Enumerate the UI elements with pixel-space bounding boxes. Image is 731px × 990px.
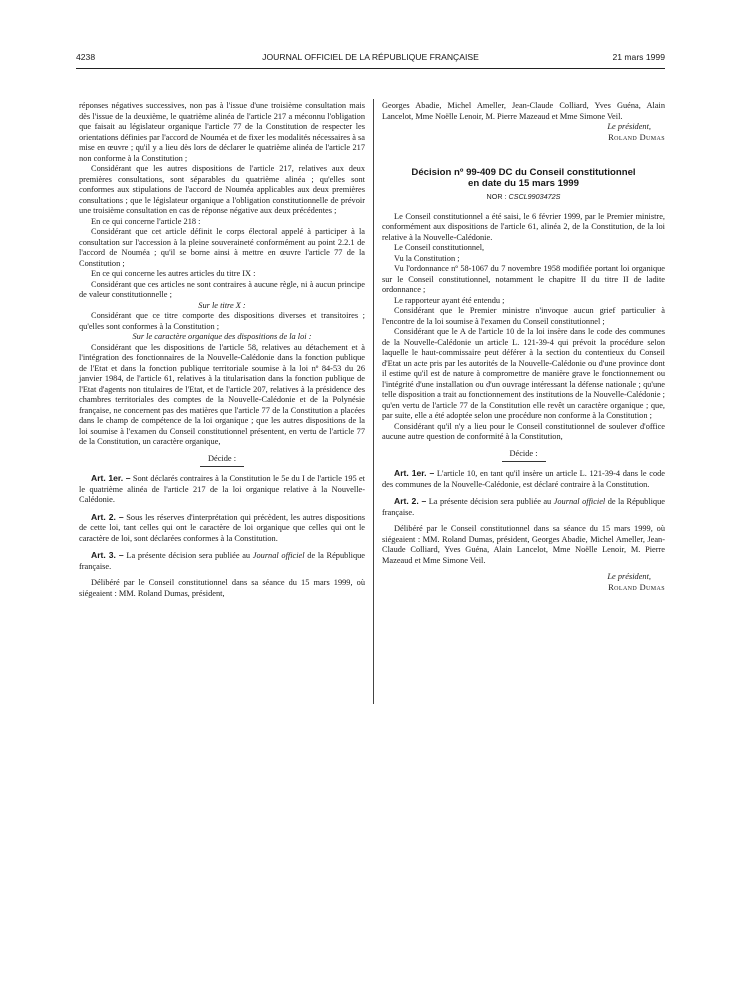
decide-rule bbox=[200, 466, 244, 467]
article-text: Sont déclarés contraires à la Constitution le 5e du I de l'article 195 et le quatrième alinéa de l'article 217 de la loi organique relative à la Nouvelle-Calédonie. bbox=[79, 474, 365, 504]
paragraph: Considérant que ces articles ne sont contraires à aucune règle, ni à aucun principe de valeur constitutionnelle ; bbox=[79, 279, 365, 299]
paragraph: Considérant que le Premier ministre n'invoque aucun grief particulier à l'encontre de la loi soumise à l'examen du Conseil constitutionnel ; bbox=[382, 306, 665, 326]
decide-heading: Décide : bbox=[207, 453, 237, 463]
paragraph: Considérant que les dispositions de l'article 58, relatives au détachement et à l'intégration des fonctionnaires de la Nouvelle-Calédonie dans la fonction publique de l'Etat et dans la fonction publique territoriale soumise à la loi nº 84-53 du 26 janvier 1984, de l'article 61, relatives à la titularisation dans la fonction publique de l'Etat d'agents non titulaires de l'Etat, et de l'article 207, relatives à la présidence des chambres territoriales des comptes de la Nouvelle-Calédonie et de la Polynésie française, ne concernent pas des matières que l'article 77 de la Constitution a placées dans le champ de compétence de la loi organique ; que les autres dispositions de la loi soumise à l'examen du Conseil constitutionnel présentent, en vertu de l'article 77 de la Constitution, un caractère organique, bbox=[79, 342, 365, 446]
members-paragraph: Georges Abadie, Michel Ameller, Jean-Claude Colliard, Yves Guéna, Alain Lancelot, Mme Noëlle Lenoir, M. Pierre Mazeaud et Mme Simone Veil. bbox=[382, 101, 665, 121]
nor-label: NOR : bbox=[486, 192, 507, 201]
paragraph: Considérant qu'il n'y a lieu pour le Conseil constitutionnel de soulever d'office aucune autre question de conformité à la Constitution, bbox=[382, 421, 665, 441]
section-heading: En ce qui concerne les autres articles du titre IX : bbox=[91, 269, 256, 278]
subheading: Sur le caractère organique des dispositions de la loi : bbox=[132, 332, 312, 341]
journal-name: Journal officiel bbox=[553, 497, 606, 506]
paragraph: Le Conseil constitutionnel, bbox=[394, 243, 485, 252]
decide-heading: Décide : bbox=[509, 448, 538, 458]
paragraph: Considérant que le A de l'article 10 de la loi insère dans le code des communes de la Nouvelle-Calédonie un article L. 121-39-4 qui prévoit la procédure selon laquelle le haut-commissaire peut déférer à la section du contentieux du Conseil d'Etat un acte pris par les autorités de la Nouvelle-Calédonie ou d'une province dont il estime qu'il est de nature à compromettre de manière grave le fonctionnement ou l'intégrité d'une installation ou d'un ouvrage intéressant la défense nationale ; qu'une telle disposition a trait au fonctionnement des institutions de la Nouvelle-Calédonie ; qu'en vertu de l'article 77 de la Constitution elle revêt un caractère organique ; que, par suite, elle a été adoptée selon une procédure non conforme à la Constitution ; bbox=[382, 327, 665, 420]
signature-title: Le président, bbox=[607, 122, 651, 131]
signature-name: Roland Dumas bbox=[608, 132, 665, 142]
header-rule bbox=[76, 68, 665, 69]
left-column bbox=[79, 101, 365, 599]
article-2 bbox=[382, 496, 665, 518]
paragraph: Le rapporteur ayant été entendu ; bbox=[394, 295, 505, 305]
article-text: La présente décision sera publiée au bbox=[428, 497, 552, 506]
signature-name: Roland Dumas bbox=[608, 582, 665, 592]
decision-title bbox=[382, 167, 665, 189]
signature-title: Le président, bbox=[607, 572, 651, 581]
paragraph: Vu la Constitution ; bbox=[394, 253, 460, 263]
decision-title-line-2: en date du 15 mars 1999 bbox=[468, 178, 579, 189]
article-1 bbox=[79, 473, 365, 506]
article-label: Art. 2. – bbox=[91, 511, 124, 522]
article-text: Sous les réserves d'interprétation qui précèdent, les autres dispositions de cette loi, tant celles qui ont le caractère de loi organique que celles qui ont le caractère de loi, sont déclarées conformes à la Constitution. bbox=[79, 512, 365, 543]
article-text: L'article 10, en tant qu'il insère un article L. 121-39-4 dans le code des communes de la Nouvelle-Calédonie, est déclaré contraire à la Constitution. bbox=[382, 469, 665, 489]
deliberation-paragraph: Délibéré par le Conseil constitutionnel dans sa séance du 15 mars 1999, où siégeaient : MM. Roland Dumas, président, bbox=[79, 578, 365, 598]
right-column bbox=[382, 101, 665, 593]
paragraph: réponses négatives successives, non pas à l'issue d'une troisième consultation mais dès l'issue de la deuxième, le quatrième alinéa de l'article 217 a méconnu l'obligation que faisait au législateur organique l'article 77 de la Constitution de respecter les orientations définies par l'accord de Nouméa et de fixer les modalités nécessaires à sa mise en œuvre ; qu'il y a lieu dès lors de déclarer le quatrième alinéa de l'article 217 non conforme à la Constitution ; bbox=[79, 101, 365, 163]
paragraph: Considérant que cet article définit le corps électoral appelé à participer à la consultation sur l'accession à la pleine souveraineté conformément au point 2.2.1 de l'accord de Nouméa ; qu'il se borne ainsi à mettre en œuvre l'article 77 de la Constitution ; bbox=[79, 227, 365, 268]
decide-rule bbox=[502, 461, 546, 462]
paragraph: Le Conseil constitutionnel a été saisi, le 6 février 1999, par le Premier ministre, conformément aux dispositions de l'article 61, alinéa 2, de la Constitution, de la loi relative à la Nouvelle-Calédonie. bbox=[382, 211, 665, 242]
article-label: Art. 3. – bbox=[91, 550, 124, 560]
decision-title-line-1: Décision nº 99-409 DC du Conseil constitutionnel bbox=[411, 167, 636, 178]
paragraph: Considérant que les autres dispositions de l'article 217, relatives aux deux premières consultations, sont séparables du quatrième alinéa ; qu'elles sont conformes aux stipulations de l'accord de Nouméa applicables aux deux premières consultations ; que le législateur organique a l'obligation constitutionnelle de prévoir une troisième consultation en cas de réponse négative aux deux précédentes ; bbox=[79, 164, 365, 215]
article-text: de la République française. bbox=[382, 497, 665, 517]
journal-name: Journal officiel bbox=[252, 551, 305, 560]
section-heading: En ce qui concerne l'article 218 : bbox=[91, 216, 201, 226]
article-label: Art. 1er. – bbox=[91, 473, 131, 483]
column-divider bbox=[373, 99, 374, 704]
article-text: de la République française. bbox=[79, 551, 365, 571]
article-label: Art. 2. – bbox=[394, 496, 427, 506]
article-label: Art. 1er. – bbox=[394, 468, 435, 478]
paragraph: Considérant que ce titre comporte des dispositions diverses et transitoires ; qu'elles sont conformes à la Constitution ; bbox=[79, 311, 365, 331]
deliberation-paragraph: Délibéré par le Conseil constitutionnel dans sa séance du 15 mars 1999, où siégeaient : MM. Roland Dumas, président, Georges Abadie, Michel Ameller, Jean-Claude Colliard, Yves Guéna, Alain Lancelot, Mme Noëlle Lenoir, M. Pierre Mazeaud et Mme Simone Veil. bbox=[382, 524, 665, 565]
article-3 bbox=[79, 550, 365, 572]
nor-reference bbox=[382, 192, 665, 203]
journal-title: JOURNAL OFFICIEL DE LA RÉPUBLIQUE FRANÇAISE bbox=[262, 52, 479, 62]
article-2 bbox=[79, 512, 365, 545]
running-header bbox=[76, 52, 665, 66]
page-number: 4238 bbox=[76, 52, 96, 62]
subheading: Sur le titre X : bbox=[198, 300, 246, 310]
paragraph: Vu l'ordonnance nº 58-1067 du 7 novembre 1958 modifiée portant loi organique sur le Conseil constitutionnel, notamment le chapitre II du titre II de ladite ordonnance ; bbox=[382, 264, 665, 294]
article-text: La présente décision sera publiée au bbox=[126, 551, 251, 560]
issue-date: 21 mars 1999 bbox=[612, 52, 665, 62]
nor-code: CSCL9903472S bbox=[508, 192, 561, 201]
article-1 bbox=[382, 468, 665, 490]
